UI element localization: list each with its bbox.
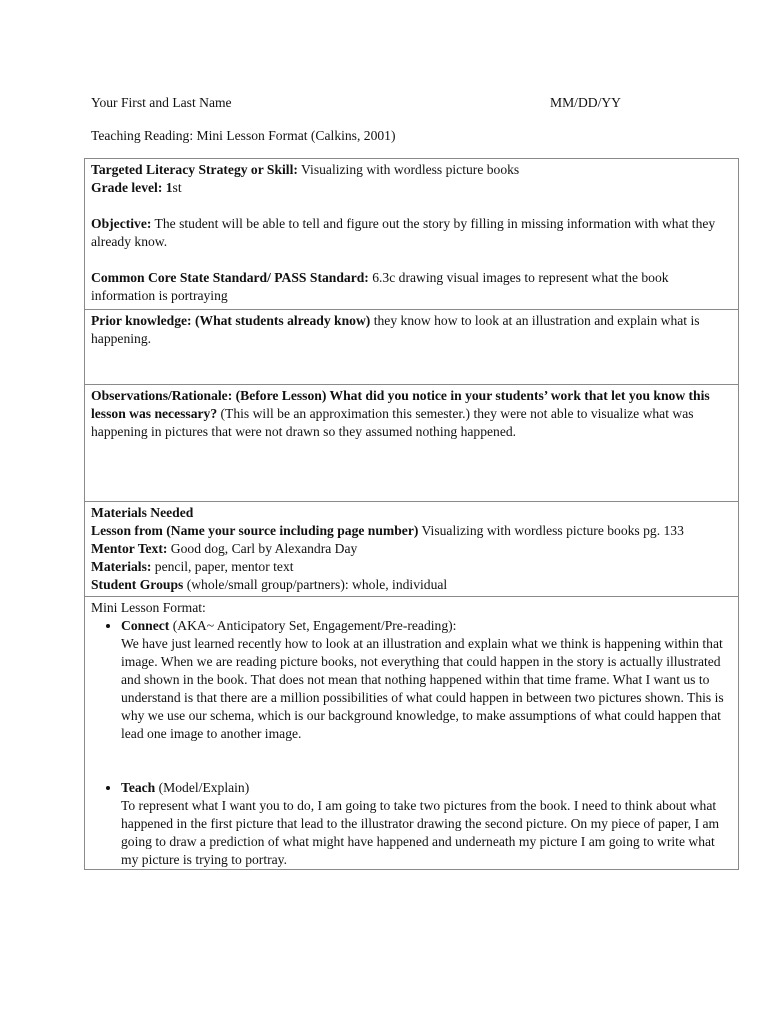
mini-lesson-steps	[91, 617, 724, 869]
date-header: MM/DD/YY	[550, 95, 621, 110]
teach-note: (Model/Explain)	[155, 780, 250, 795]
strategy-cell	[85, 159, 739, 310]
lesson-plan-table	[84, 158, 739, 870]
table-row	[85, 502, 739, 597]
spacer	[121, 743, 724, 761]
standard-label: Common Core State Standard/ PASS Standard:	[91, 270, 369, 285]
spacer	[121, 761, 724, 779]
objective-label: Objective:	[91, 216, 152, 231]
materials-heading	[91, 504, 724, 522]
spacer	[91, 251, 724, 269]
table-row	[85, 385, 739, 502]
objective-value: The student will be able to tell and figure out the story by filling in missing information with what they already know.	[91, 216, 716, 249]
prior-knowledge-label: Prior knowledge: (What students already know)	[91, 313, 371, 328]
strategy-value: Visualizing with wordless picture books	[297, 162, 520, 177]
materials-label: Materials:	[91, 559, 152, 574]
objective-line	[91, 215, 724, 251]
standard-value: 6.3c drawing visual images to represent what the book information is portraying	[91, 270, 669, 303]
materials-line	[91, 558, 724, 576]
grade-value: st	[172, 180, 182, 195]
prior-knowledge-value: they know how to look at an illustration and explain what is happening.	[91, 313, 700, 346]
student-name-header: Your First and Last Name	[91, 95, 232, 110]
prior-knowledge-cell	[85, 310, 739, 385]
source-label: Lesson from (Name your source including page number)	[91, 523, 419, 538]
spacer	[91, 197, 724, 215]
observations-cell	[85, 385, 739, 502]
observations-value: (This will be an approximation this semester.) they were not able to visualize what was happening in pictures that were not drawn so they assumed nothing happened.	[91, 406, 694, 439]
source-value: Visualizing with wordless picture books pg. 133	[418, 523, 684, 538]
mini-lesson-cell	[85, 597, 739, 870]
source-line	[91, 522, 724, 540]
student-groups-value: (whole/small group/partners): whole, individual	[183, 577, 448, 592]
mentor-text-line	[91, 540, 724, 558]
standard-line	[91, 269, 724, 305]
grade-line	[91, 179, 724, 197]
list-item	[121, 617, 724, 779]
list-item	[121, 779, 724, 869]
mini-lesson-heading: Mini Lesson Format:	[91, 600, 206, 615]
teach-label: Teach	[121, 780, 156, 795]
materials-cell	[85, 502, 739, 597]
teach-text: To represent what I want you to do, I am going to take two pictures from the book. I need to think about what happened in the first picture that lead to the illustrator drawing the second picture. On my piece of paper, I am going to draw a prediction of what might have happened and underneath my picture I am going to write what my picture is trying to portray.	[121, 798, 720, 867]
student-groups-line	[91, 576, 724, 594]
strategy-line	[91, 161, 724, 179]
materials-value: pencil, paper, mentor text	[151, 559, 294, 574]
document-title: Teaching Reading: Mini Lesson Format (Calkins, 2001)	[91, 128, 396, 143]
table-row	[85, 159, 739, 310]
mentor-text-value: Good dog, Carl by Alexandra Day	[167, 541, 358, 556]
grade-label: Grade level: 1	[91, 180, 173, 195]
connect-text: We have just learned recently how to look at an illustration and explain what we think is happening within that image. When we are reading picture books, not everything that could happen in the story is actually illustrated and shown in the book. That does not mean that nothing happened within that time frame. What I want us to understand is that there are a million possibilities of what could happen in between two pictures shown. This is why we use our schema, which is our background knowledge, to make assumptions of what could happen that lead one image to another image.	[121, 636, 724, 741]
strategy-label: Targeted Literacy Strategy or Skill:	[91, 162, 298, 177]
mentor-text-label: Mentor Text:	[91, 541, 168, 556]
table-row	[85, 597, 739, 870]
materials-heading-text: Materials Needed	[91, 505, 194, 520]
connect-label: Connect	[121, 618, 170, 633]
table-row	[85, 310, 739, 385]
student-groups-label: Student Groups	[91, 577, 184, 592]
connect-note: (AKA~ Anticipatory Set, Engagement/Pre-reading):	[169, 618, 457, 633]
observations-label: Observations/Rationale: (Before Lesson) What did you notice in your students’ work that let you know this lesson was necessary?	[91, 388, 710, 421]
